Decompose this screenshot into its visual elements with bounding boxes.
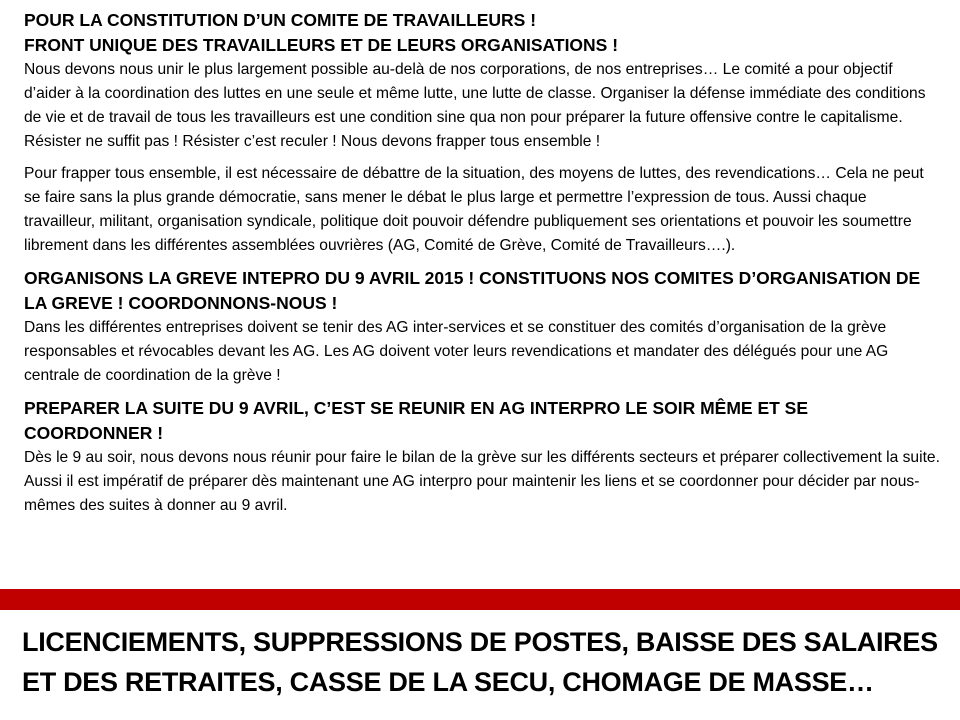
spacer [24, 154, 940, 162]
section1-paragraph: Nous devons nous unir le plus largement possible au-delà de nos corporations, de nos entreprises… Le comité a pour objectif d’aider à la coordination des luttes en une seule et même lutte, une lutte de classe. Organiser la défense immédiate des conditions de vie et de travail de tous les travailleurs est une condition sine qua non pour préparer la future offensive contre le capitalisme. Résister ne suffit pas ! Résister c’est reculer ! Nous devons frapper tous ensemble ! [24, 61, 926, 150]
section3-paragraph: Dès le 9 au soir, nous devons nous réunir pour faire le bilan de la grève sur les différents secteurs et préparer collectivement la suite. Aussi il est impératif de préparer dès maintenant une AG interpro pour maintenir les liens et se coordonner pour décider par nous-mêmes des suites à donner au 9 avril. [24, 449, 940, 514]
spacer [24, 388, 940, 396]
section1-heading-line2: FRONT UNIQUE DES TRAVAILLEURS ET DE LEURS ORGANISATIONS ! [24, 35, 619, 55]
spacer [24, 258, 940, 266]
section1-heading-line1: POUR LA CONSTITUTION D’UN COMITE DE TRAVAILLEURS ! [24, 10, 537, 30]
section3-heading: PREPARER LA SUITE DU 9 AVRIL, C’EST SE REUNIR EN AG INTERPRO LE SOIR MÊME ET SE COORDONNER ! [24, 398, 809, 443]
section2-heading: ORGANISONS LA GREVE INTEPRO DU 9 AVRIL 2015 ! CONSTITUONS NOS COMITES D’ORGANISATION DE LA GREVE ! COORDONNONS-NOUS ! [24, 268, 921, 313]
red-divider-bar [0, 589, 960, 610]
section2-paragraph: Dans les différentes entreprises doivent se tenir des AG inter-services et se constituer des comités d’organisation de la grève responsables et révocables devant les AG. Les AG doivent voter leurs revendications et mandater des délégués pour une AG centrale de coordination de la grève ! [24, 319, 889, 384]
document-body [24, 8, 940, 518]
bottom-slogan: LICENCIEMENTS, SUPPRESSIONS DE POSTES, BAISSE DES SALAIRES ET DES RETRAITES, CASSE DE LA SECU, CHOMAGE DE MASSE… [22, 627, 938, 697]
section1-paragraph2: Pour frapper tous ensemble, il est nécessaire de débattre de la situation, des moyens de luttes, des revendications… Cela ne peut se faire sans la plus grande démocratie, sans mener le débat le plus large et permettre l’expression de tous. Aussi chaque travailleur, militant, organisation syndicale, politique doit pouvoir défendre publiquement ses orientations et pouvoir les soumettre librement dans les différentes assemblées ouvrières (AG, Comité de Grève, Comité de Travailleurs….). [24, 165, 924, 254]
